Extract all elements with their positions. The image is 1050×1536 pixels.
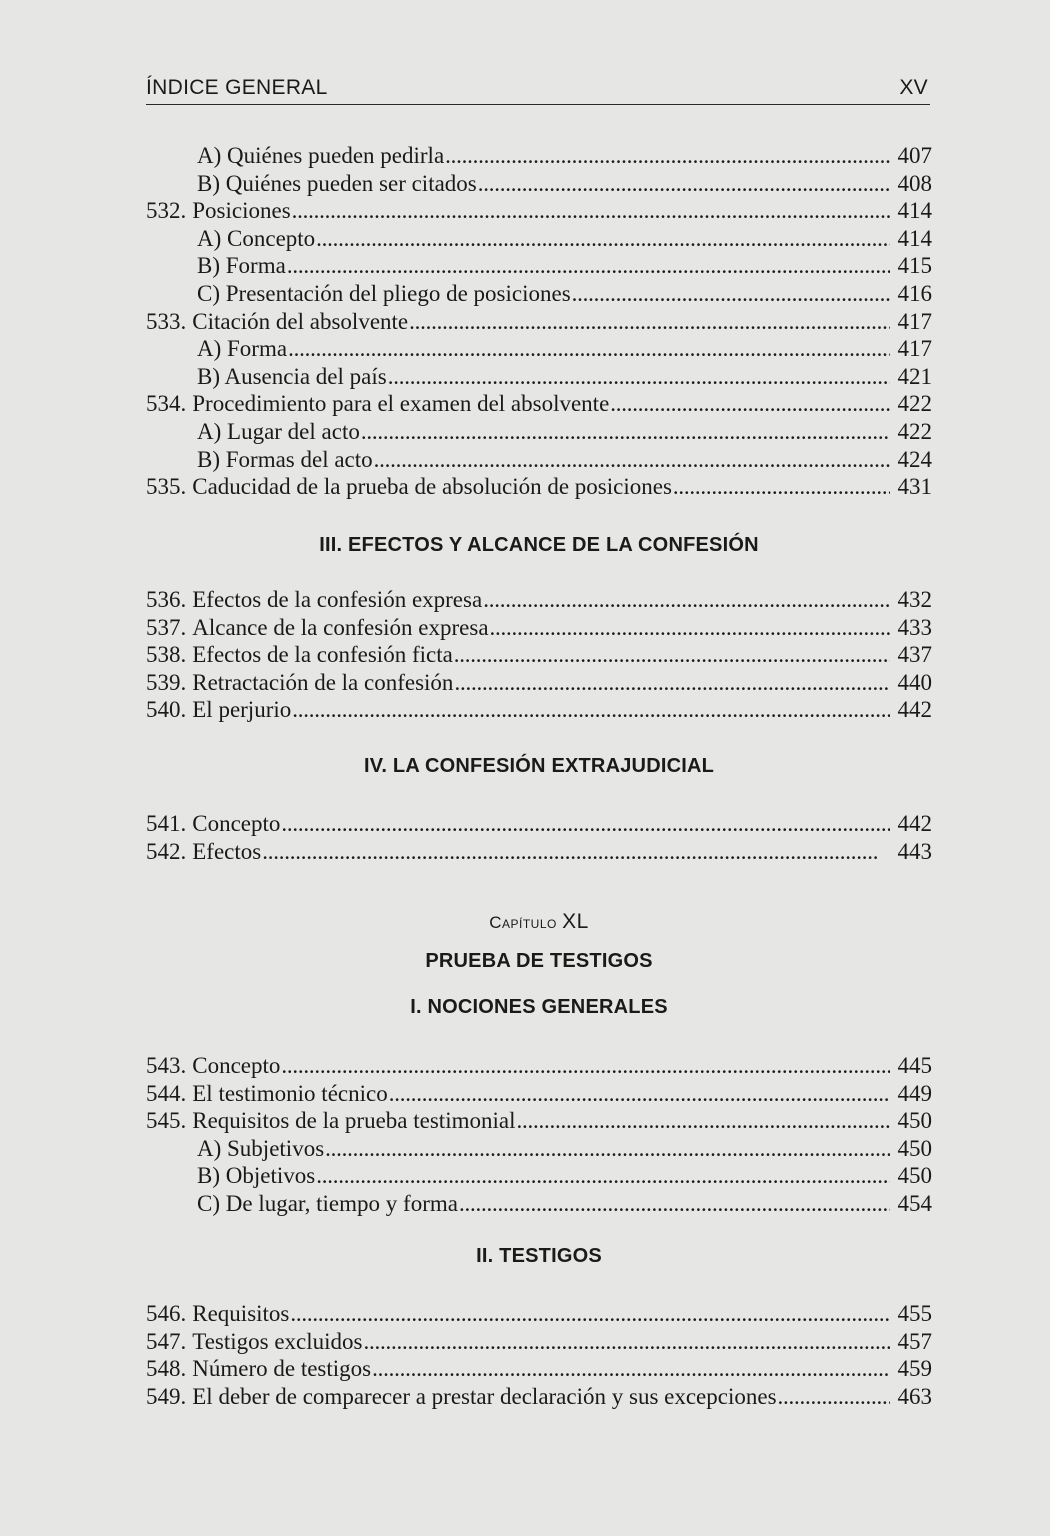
- toc-entry-page: 454: [897, 1190, 932, 1216]
- dot-leader: [454, 669, 890, 697]
- dot-leader: [483, 586, 890, 614]
- toc-entry-title: Concepto: [192, 811, 281, 836]
- toc-entry: [146, 1162, 932, 1190]
- toc-entry-title: B) Objetivos: [197, 1163, 316, 1189]
- dot-leader: [287, 252, 890, 280]
- toc-entry-page: 415: [897, 253, 932, 279]
- running-head: [146, 70, 930, 105]
- dot-leader: [288, 335, 890, 363]
- toc-entry: [146, 1052, 932, 1080]
- toc-entry-title: Requisitos de la prueba testimonial: [192, 1108, 516, 1134]
- dot-leader: [610, 390, 890, 418]
- toc-entry: [146, 1300, 932, 1328]
- toc-entry-title: El perjurio: [192, 697, 292, 723]
- toc-entry-number: 547.: [146, 1328, 187, 1354]
- toc-entry: [146, 446, 932, 474]
- toc-entry-number: 540.: [146, 697, 187, 723]
- toc-entry-page: 449: [897, 1080, 932, 1106]
- toc-entry: [146, 142, 932, 170]
- toc-entry: [146, 1080, 932, 1108]
- dot-leader: [363, 1328, 890, 1356]
- chapter-label-word: Capítulo: [489, 913, 557, 932]
- dot-leader: [325, 1135, 890, 1163]
- toc-entry-number: 534.: [146, 391, 187, 417]
- dot-leader: [459, 1190, 890, 1218]
- dot-leader: [262, 838, 890, 866]
- toc-entry: [146, 252, 932, 280]
- running-head-page-number: XV: [899, 76, 928, 99]
- toc-entry: [146, 641, 932, 669]
- toc-entry: [146, 810, 932, 838]
- running-head-title: ÍNDICE GENERAL: [146, 76, 328, 99]
- toc-entry-number: 549.: [146, 1383, 187, 1409]
- toc-entry-page: 450: [897, 1108, 932, 1134]
- toc-entry: [146, 170, 932, 198]
- toc-entry-page: 445: [897, 1053, 932, 1078]
- toc-entry-title: Número de testigos: [192, 1356, 372, 1382]
- toc-entry-title: El deber de comparecer a prestar declaración y sus excepciones: [192, 1383, 777, 1409]
- section-heading-nociones-generales: I. NOCIONES GENERALES: [410, 996, 668, 1018]
- dot-leader: [388, 363, 890, 391]
- toc-entry-number: 541.: [146, 811, 187, 836]
- toc-entry-number: 532.: [146, 198, 187, 224]
- toc-entry-title: B) Forma: [197, 253, 286, 279]
- toc-entry-title: Efectos de la confesión expresa: [192, 587, 483, 612]
- toc-entry: [146, 280, 932, 308]
- section-heading-testigos: II. TESTIGOS: [476, 1245, 602, 1267]
- toc-entry-title: Posiciones: [192, 198, 291, 224]
- toc-entry-page: 414: [897, 225, 932, 251]
- dot-leader: [290, 1300, 890, 1328]
- toc-entry: [146, 473, 932, 501]
- toc-block-efectos: [146, 586, 932, 724]
- toc-entry-title: Retractación de la confesión: [192, 669, 454, 695]
- toc-entry-page: 416: [897, 280, 932, 306]
- toc-entry-title: A) Lugar del acto: [197, 418, 360, 444]
- toc-entry-page: 422: [897, 391, 932, 417]
- toc-entry-title: Efectos de la confesión ficta: [192, 642, 453, 668]
- toc-entry-number: 537.: [146, 614, 187, 640]
- toc-entry-title: Alcance de la confesión expresa: [192, 614, 489, 640]
- toc-block-nociones-generales: [146, 1052, 932, 1218]
- dot-leader: [445, 142, 890, 170]
- toc-entry: [146, 614, 932, 642]
- section-heading-efectos-alcance: III. EFECTOS Y ALCANCE DE LA CONFESIÓN: [319, 534, 759, 556]
- toc-entry-page: 421: [897, 363, 932, 389]
- chapter-title: PRUEBA DE TESTIGOS: [425, 950, 653, 972]
- toc-entry-title: B) Formas del acto: [197, 446, 373, 472]
- chapter-number: XL: [562, 910, 589, 933]
- dot-leader: [409, 308, 890, 336]
- toc-entry: [146, 669, 932, 697]
- toc-entry-page: 417: [897, 308, 932, 334]
- dot-leader: [292, 696, 890, 724]
- toc-entry-number: 533.: [146, 308, 187, 334]
- toc-entry-title: B) Quiénes pueden ser citados: [197, 170, 477, 196]
- dot-leader: [316, 225, 890, 253]
- toc-entry: [146, 363, 932, 391]
- toc-entry-page: 442: [897, 811, 932, 836]
- toc-block-extrajudicial: [146, 810, 932, 865]
- toc-entry-page: 450: [897, 1163, 932, 1189]
- toc-entry: [146, 696, 932, 724]
- toc-entry-page: 443: [897, 838, 932, 864]
- toc-entry-number: 543.: [146, 1053, 187, 1078]
- toc-entry-page: 424: [897, 446, 932, 472]
- toc-entry-page: 442: [897, 697, 932, 723]
- toc-entry-page: 414: [897, 198, 932, 224]
- toc-entry-page: 417: [897, 336, 932, 362]
- toc-entry-number: 545.: [146, 1108, 187, 1134]
- toc-entry-page: 459: [897, 1356, 932, 1382]
- dot-leader: [478, 170, 890, 198]
- toc-entry: [146, 1328, 932, 1356]
- toc-entry-page: 455: [897, 1301, 932, 1326]
- toc-entry-title: Procedimiento para el examen del absolvente: [192, 391, 610, 417]
- toc-entry: [146, 1190, 932, 1218]
- dot-leader: [361, 418, 890, 446]
- toc-entry: [146, 418, 932, 446]
- toc-entry-number: 538.: [146, 642, 187, 668]
- dot-leader: [372, 1355, 890, 1383]
- toc-entry-number: 536.: [146, 587, 187, 612]
- toc-entry: [146, 838, 932, 866]
- toc-block-testigos: [146, 1300, 932, 1410]
- toc-entry-number: 548.: [146, 1356, 187, 1382]
- toc-entry-title: C) Presentación del pliego de posiciones: [197, 280, 571, 306]
- dot-leader: [281, 810, 890, 838]
- dot-leader: [374, 446, 890, 474]
- dot-leader: [673, 473, 890, 501]
- toc-entry-title: Efectos: [192, 838, 262, 864]
- toc-entry-title: C) De lugar, tiempo y forma: [197, 1190, 458, 1216]
- toc-entry-page: 433: [897, 614, 932, 640]
- dot-leader: [316, 1162, 890, 1190]
- toc-entry-title: A) Quiénes pueden pedirla: [197, 143, 445, 168]
- toc-entry-title: A) Forma: [197, 336, 288, 362]
- toc-entry-number: 546.: [146, 1301, 187, 1326]
- dot-leader: [281, 1052, 890, 1080]
- toc-entry: [146, 225, 932, 253]
- toc-entry-page: 450: [897, 1135, 932, 1161]
- toc-entry-page: 431: [897, 474, 932, 500]
- toc-entry: [146, 308, 932, 336]
- toc-entry: [146, 335, 932, 363]
- toc-entry-page: 422: [897, 418, 932, 444]
- toc-entry-title: Testigos excluidos: [192, 1328, 363, 1354]
- dot-leader: [292, 197, 890, 225]
- toc-entry-number: 542.: [146, 838, 187, 864]
- dot-leader: [389, 1080, 890, 1108]
- toc-entry-page: 463: [897, 1383, 932, 1409]
- dot-leader: [490, 614, 890, 642]
- toc-entry-page: 437: [897, 642, 932, 668]
- toc-block-confesion-posiciones: [146, 142, 932, 501]
- toc-entry-page: 432: [897, 587, 932, 612]
- chapter-label: [146, 910, 932, 934]
- toc-entry: [146, 197, 932, 225]
- toc-entry-title: A) Subjetivos: [197, 1135, 325, 1161]
- dot-leader: [572, 280, 890, 308]
- toc-entry-title: A) Concepto: [197, 225, 316, 251]
- toc-entry-number: 544.: [146, 1080, 187, 1106]
- toc-entry: [146, 1107, 932, 1135]
- toc-entry-title: Citación del absolvente: [192, 308, 409, 334]
- dot-leader: [516, 1107, 890, 1135]
- section-heading-confesion-extrajudicial: IV. LA CONFESIÓN EXTRAJUDICIAL: [363, 755, 715, 777]
- toc-entry-title: El testimonio técnico: [192, 1080, 388, 1106]
- toc-entry-title: B) Ausencia del país: [197, 363, 387, 389]
- toc-entry-page: 408: [897, 170, 932, 196]
- toc-entry: [146, 1355, 932, 1383]
- toc-entry-number: 539.: [146, 669, 187, 695]
- toc-entry-title: Concepto: [192, 1053, 281, 1078]
- toc-entry: [146, 1383, 932, 1411]
- toc-entry: [146, 586, 932, 614]
- toc-entry: [146, 390, 932, 418]
- toc-entry-page: 440: [897, 669, 932, 695]
- dot-leader: [454, 641, 890, 669]
- toc-entry-number: 535.: [146, 474, 187, 500]
- toc-entry-title: Requisitos: [192, 1301, 290, 1326]
- dot-leader: [778, 1383, 890, 1411]
- toc-entry-page: 457: [897, 1328, 932, 1354]
- toc-entry: [146, 1135, 932, 1163]
- toc-entry-page: 407: [897, 143, 932, 168]
- toc-entry-title: Caducidad de la prueba de absolución de posiciones: [192, 474, 672, 500]
